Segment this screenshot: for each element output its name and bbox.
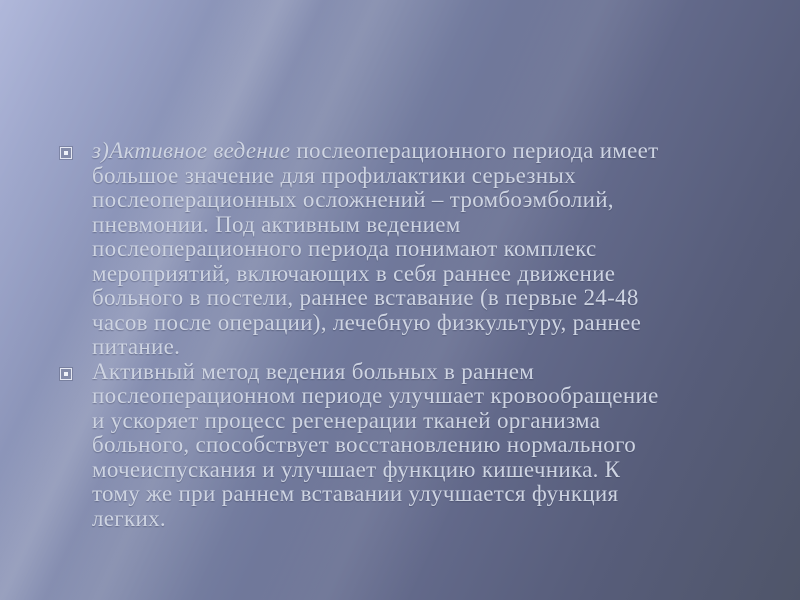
bullet-text: [92, 360, 774, 532]
bullet-item: [60, 139, 774, 360]
square-bullet-center: [64, 151, 68, 155]
text-line: больного, способствует восстановлению нормального: [92, 432, 637, 457]
text-line: мероприятий, включающих в себя раннее движение: [92, 260, 616, 286]
text-line: часов после операции), лечебную физкультуру, раннее: [92, 309, 642, 335]
text-line: тому же при раннем вставании улучшается функция: [92, 481, 619, 506]
text-line: послеоперационного периода понимают комплекс: [92, 236, 597, 261]
lead-italic-text: з)Активное ведение: [92, 138, 291, 163]
text-line: послеоперационном периоде улучшает кровообращение: [92, 383, 659, 408]
text-line-rest: послеоперационного периода имеет: [290, 138, 659, 163]
text-line: больного в постели, раннее вставание (в первые 24-48: [92, 285, 639, 310]
bullet-text: [92, 139, 774, 360]
square-bullet-center: [64, 372, 68, 376]
text-line: пневмонии. Под активным ведением: [92, 211, 461, 237]
square-bullet-icon: [60, 368, 72, 380]
slide-body: [60, 139, 774, 531]
text-line: и ускоряет процесс регенерации тканей организма: [92, 407, 601, 433]
bullet-item: [60, 360, 774, 532]
text-line: большое значение для профилактики серьезных: [92, 162, 576, 188]
text-line: послеоперационных осложнений – тромбоэмболий,: [92, 187, 614, 212]
text-line: питание.: [92, 334, 181, 359]
text-line: мочеиспускания и улучшает функцию кишечника. К: [92, 456, 621, 482]
text-line: [92, 139, 774, 164]
text-line: Активный метод ведения больных в раннем: [92, 358, 535, 384]
square-bullet-icon: [60, 147, 72, 159]
text-line: легких.: [92, 505, 166, 531]
